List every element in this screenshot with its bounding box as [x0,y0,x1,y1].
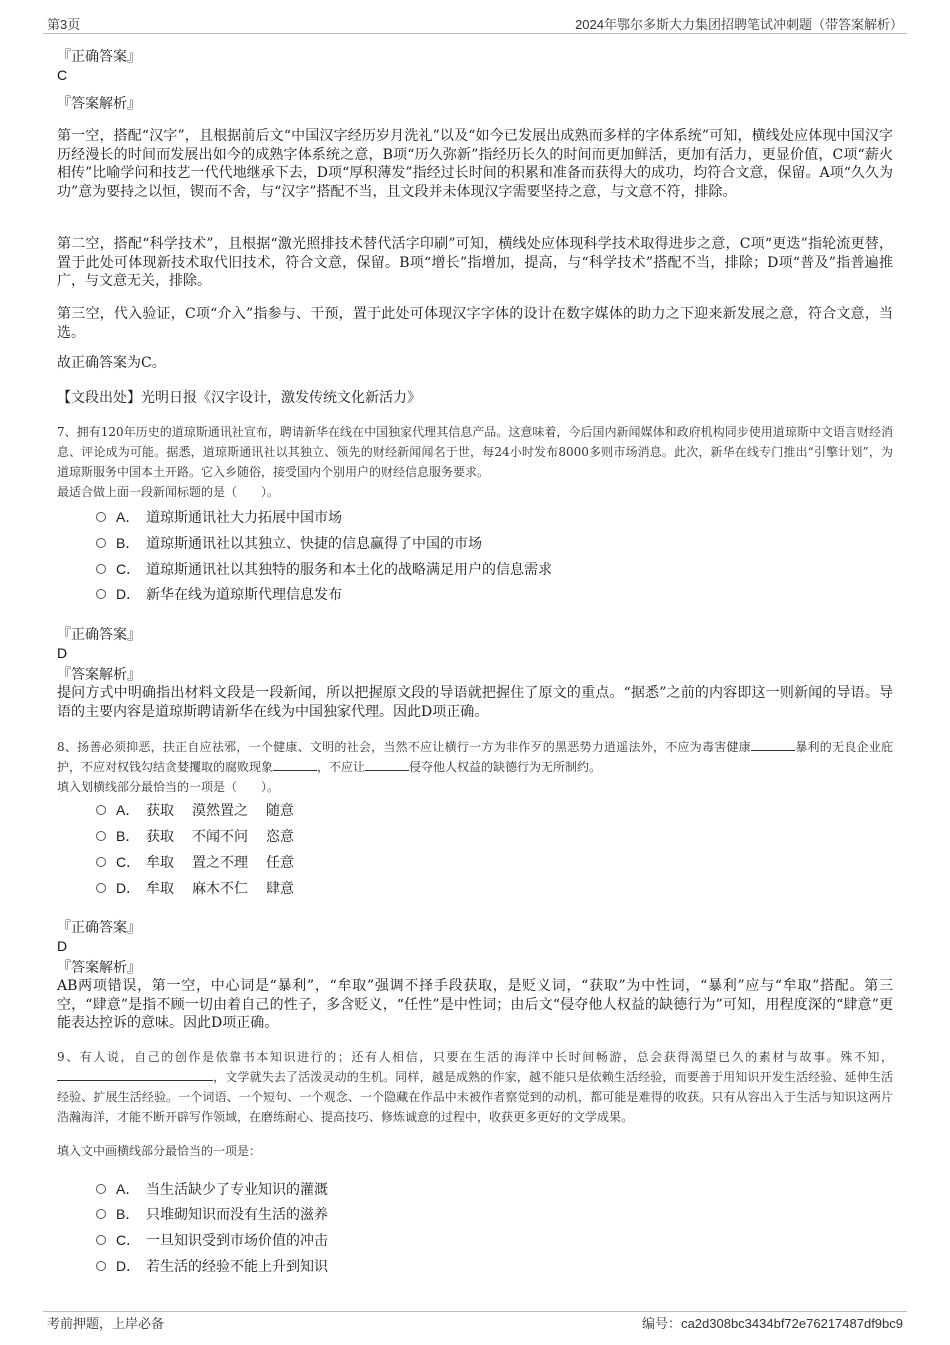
document-code-label: 编号： [642,1316,682,1331]
question-7-correct-answer-label: 『正确答案』 [57,627,141,643]
footer-divider [43,1311,907,1312]
correct-answer-label: 『正确答案』 [57,49,141,65]
footer-slogan: 考前押题，上岸必备 [47,1316,165,1331]
radio-button[interactable] [96,538,106,548]
question-8-analysis-label: 『答案解析』 [57,960,141,976]
question-8-analysis: AB两项错误，第一空，中心词是“暴利”，“牟取”强调不择手段获取，是贬义词，“获取”为中性词，“暴利”应与“牟取”搭配。第三空，“肆意”是指不顾一切由着自己的性子，多含贬义，“任性”是中性词；由后文“侵夺他人权益的缺德行为”可知，用程度深的“肆意”更能表达控诉的意味。因此D项正确。 [57,978,893,1031]
correct-answer-value: C [57,67,68,83]
question-7-option-d[interactable] [96,584,342,604]
question-7-stem: 7、拥有120年历史的道琼斯通讯社宣布，聘请新华在线在中国独家代理其信息产品。这意味着，今后国内新闻媒体和政府机构同步使用道琼斯中文语言财经消息、评论成为可能。据悉，道琼斯通讯社以其独立、领先的财经新闻闻名于世，每24小时发布8000多则市场消息。此次，新华在线专门推出“引擎计划”，为道琼斯服务中国本土开路。它入乡随俗，接受国内个别用户的财经信息服务要求。 [57,425,893,479]
option-word-2: 不闻不问 [192,829,248,845]
question-7-option-c[interactable] [96,559,552,579]
stem-text: ，文学就失去了活泼灵动的生机。同样，越是成熟的作家，越不能只是依赖生活经验，而要善于用知识开发生活经验、延伸生活经验、扩展生活经验。一个词语、一个短句、一个观念、一个隐藏在作品中未被作者察觉到的动机，都可能是难得的收获。只有从容出入于生活与知识这两片浩瀚海洋，才能不断开辟写作领域，在磨练耐心、提高技巧、修炼诚意的过程中，收获更多更好的文学成果。 [57,1070,893,1124]
question-7-analysis-label: 『答案解析』 [57,667,141,683]
stem-text: 侵夺他人权益的缺德行为无所制约。 [409,760,602,774]
stem-text: 暴利的无良企业庇护，不应对权钱勾结贪婪攫取的腐败现象 [57,740,893,774]
question-9-stem [57,1047,893,1127]
radio-button[interactable] [96,1184,106,1194]
radio-button[interactable] [96,1261,106,1271]
question-7-correct-answer: D [57,645,68,661]
question-9-option-d[interactable] [96,1256,328,1276]
option-text: 只堆砌知识而没有生活的滋养 [146,1207,328,1223]
stem-text: ，不应让 [317,760,366,774]
blank-1 [57,1068,213,1081]
question-9-option-b[interactable] [96,1204,328,1224]
blank-1 [751,738,795,751]
option-letter: B． [116,1206,140,1222]
question-7-option-a[interactable] [96,507,342,527]
option-letter: C． [116,854,141,870]
option-word-3: 任意 [266,855,294,871]
option-text: 一旦知识受到市场价值的冲击 [146,1233,328,1249]
question-8-option-d[interactable] [96,878,294,898]
question-9-option-c[interactable] [96,1230,328,1250]
option-word-1: 牟取 [146,881,174,897]
option-letter: D． [116,1258,141,1274]
question-9-prompt: 填入文中画横线部分最恰当的一项是： [57,1144,262,1158]
question-7-prompt: 最适合做上面一段新闻标题的是（ ）。 [57,485,280,499]
option-text: 道琼斯通讯社以其独立、快捷的信息赢得了中国的市场 [146,536,482,552]
option-letter: A． [116,802,140,818]
analysis-paragraph-2: 第二空，搭配“科学技术”，且根据“激光照排技术替代活字印刷”可知，横线处应体现科学技术取得进步之意，C项“更迭”指轮流更替，置于此处可体现新技术取代旧技术，符合文意，保留。B项“增长”指增加，提高，与“科学技术”搭配不当，排除；D项“普及”指普遍推广，与文意无关，排除。 [57,236,893,289]
option-text: 当生活缺少了专业知识的灌溉 [146,1182,328,1198]
option-word-3: 恣意 [266,829,294,845]
question-8-correct-answer-label: 『正确答案』 [57,920,141,936]
question-8-prompt: 填入划横线部分最恰当的一项是（ ）。 [57,780,280,794]
radio-button[interactable] [96,857,106,867]
option-letter: A． [116,509,140,525]
document-code [642,1313,903,1332]
radio-button[interactable] [96,564,106,574]
option-word-2: 漠然置之 [192,803,248,819]
option-text: 新华在线为道琼斯代理信息发布 [146,587,342,603]
passage-source: 【文段出处】光明日报《汉字设计，激发传统文化新活力》 [57,390,421,406]
radio-button[interactable] [96,831,106,841]
radio-button[interactable] [96,589,106,599]
option-letter: D． [116,880,141,896]
question-7-analysis: 提问方式中明确指出材料文段是一段新闻，所以把握原文段的导语就把握住了原文的重点。“据悉”之前的内容即这一则新闻的导语。导语的主要内容是道琼斯聘请新华在线为中国独家代理。因此D项正确。 [57,685,893,720]
question-8-option-b[interactable] [96,826,294,846]
option-word-1: 获取 [146,803,174,819]
option-letter: B． [116,535,140,551]
question-9-option-a[interactable] [96,1179,328,1199]
header-divider [43,33,907,34]
option-word-1: 获取 [146,829,174,845]
option-letter: B． [116,828,140,844]
document-title: 2024年鄂尔多斯大力集团招聘笔试冲刺题（带答案解析） [575,17,903,32]
blank-2 [273,758,317,771]
question-7-option-b[interactable] [96,533,482,553]
option-word-2: 置之不理 [192,855,248,871]
analysis-conclusion: 故正确答案为C。 [57,355,166,371]
option-word-1: 牟取 [146,855,174,871]
option-word-2: 麻木不仁 [192,881,248,897]
option-letter: A． [116,1181,140,1197]
radio-button[interactable] [96,1209,106,1219]
option-letter: D． [116,586,141,602]
radio-button[interactable] [96,883,106,893]
option-text: 若生活的经验不能上升到知识 [146,1259,328,1275]
analysis-label: 『答案解析』 [57,96,141,112]
question-8-stem [57,737,893,777]
stem-text: 9、有人说，自己的创作是依靠书本知识进行的；还有人相信，只要在生活的海洋中长时间畅游，总会获得渴望已久的素材与故事。殊不知， [57,1050,893,1064]
radio-button[interactable] [96,805,106,815]
question-8-correct-answer: D [57,938,68,954]
page-number: 第3页 [47,17,81,32]
analysis-paragraph-1: 第一空，搭配“汉字”，且根据前后文“中国汉字经历岁月洗礼”以及“如今已发展出成熟而多样的字体系统”可知，横线处应体现中国汉字历经漫长的时间而发展出如今的成熟字体系统之意，B项“历久弥新”指经历长久的时间而更加鲜活，更加有活力，更显价值，C项“薪火相传”比喻学问和技艺一代代地继承下去，D项“厚积薄发”指经过长时间的积累和准备而获得大的成功，均符合文意，保留。A项“久久为功”意为要持之以恒，锲而不舍，与“汉字”搭配不当，且文段并未体现汉字需要坚持之意，与文意不符，排除。 [57,128,893,200]
option-text: 道琼斯通讯社以其独特的服务和本土化的战略满足用户的信息需求 [146,562,552,578]
option-letter: C． [116,561,141,577]
option-letter: C． [116,1232,141,1248]
analysis-paragraph-3: 第三空，代入验证，C项“介入”指参与、干预，置于此处可体现汉字字体的设计在数字媒体的助力之下迎来新发展之意，符合文意，当选。 [57,306,893,341]
stem-text: 8、扬善必须抑恶，扶正自应祛邪，一个健康、文明的社会，当然不应让横行一方为非作歹的黑恶势力逍遥法外，不应为毒害健康 [57,740,751,754]
radio-button[interactable] [96,1235,106,1245]
option-word-3: 肆意 [266,881,294,897]
document-code-value: ca2d308bc3434bf72e76217487df9bc9 [681,1316,903,1331]
question-8-option-a[interactable] [96,800,294,820]
option-text: 道琼斯通讯社大力拓展中国市场 [146,510,342,526]
question-8-option-c[interactable] [96,852,294,872]
blank-3 [365,758,409,771]
radio-button[interactable] [96,512,106,522]
option-word-3: 随意 [266,803,294,819]
